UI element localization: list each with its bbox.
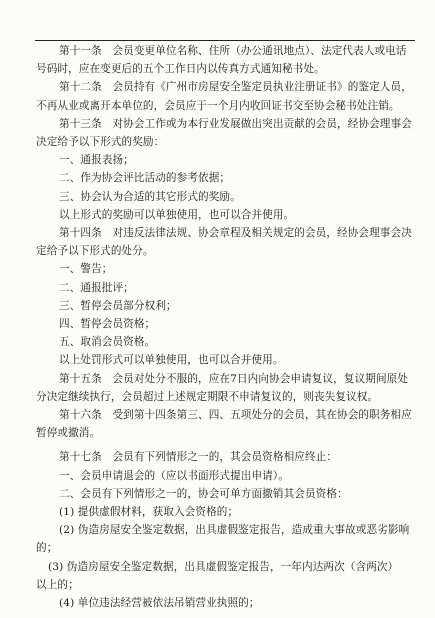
text-line: 四、暂停会员资格； <box>59 318 156 330</box>
text-line: (4) 单位违法经营被依法吊销营业执照的； <box>59 597 260 609</box>
text-line: (3) 伪造房屋安全鉴定数据，出具虚假鉴定报告，一年内达两次（含两次） <box>48 561 399 573</box>
text-line: 的； <box>36 542 58 554</box>
text-line: 一、警告； <box>59 263 113 275</box>
text-line: 分决定继续执行，会员超过上述规定期限不申请复议的，则丧失复议权。 <box>36 391 379 403</box>
text-line: 二、会员有下列情形之一的，协会可单方面撤销其会员资格： <box>59 488 348 500</box>
text-line: 第十二条 会员持有《广州市房屋安全鉴定员执业注册证书》的鉴定人员， <box>59 81 412 93</box>
text-line: 以上形式的奖励可以单独使用，也可以合并使用。 <box>59 209 295 221</box>
text-line: 不再从业或离开本单位的，会员应于一个月内收回证书交至协会秘书处注销。 <box>36 100 400 112</box>
text-line: 三、暂停会员部分权利； <box>59 300 177 312</box>
text-line: 第十一条 会员变更单位名称、住所（办公通讯地点）、法定代表人或电话 <box>59 45 407 57</box>
text-line: 第十七条 会员有下列情形之一的，其会员资格相应终止： <box>59 451 338 463</box>
text-line: 以上的； <box>36 579 79 591</box>
text-line: 决定给予以下形式的奖励： <box>36 136 165 148</box>
text-line: 三、协会认为合适的其它形式的奖励。 <box>59 191 241 203</box>
text-line: 第十五条 会员对处分不服的，应在7日内向协会申请复议，复议期间原处 <box>59 373 409 385</box>
text-line: 二、作为协会评比活动的参考依据； <box>59 172 231 184</box>
text-line: 一、会员申请退会的（应以书面形式提出申请）。 <box>59 470 289 482</box>
text-line: 二、通报批评； <box>59 282 134 294</box>
text-line: 第十三条 对协会工作或为本行业发展做出突出贡献的会员，经协会理事会 <box>59 118 412 130</box>
text-line: 定给予以下形式的处分。 <box>36 245 154 257</box>
text-line: 以上处罚形式可以单独使用，也可以合并使用。 <box>59 354 284 366</box>
text-line: (1) 提供虚假材料，获取入会资格的； <box>59 506 239 518</box>
text-line: (2) 伪造房屋安全鉴定数据，出具虚假鉴定报告，造成重大事故或恶劣影响 <box>59 524 410 536</box>
text-line: 号码时，应在变更后的五个工作日内以传真方式通知秘书处。 <box>36 63 325 75</box>
text-line: 五、取消会员资格。 <box>59 336 156 348</box>
text-line: 第十六条 受到第十四条第三、四、五项处分的会员，其在协会的职务相应 <box>59 409 412 421</box>
text-line: 第十四条 对违反法律法规、协会章程及相关规定的会员，经协会理事会决 <box>59 227 412 239</box>
text-line: 暂停或撤消。 <box>36 427 101 439</box>
text-line: 一、通报表扬； <box>59 154 134 166</box>
